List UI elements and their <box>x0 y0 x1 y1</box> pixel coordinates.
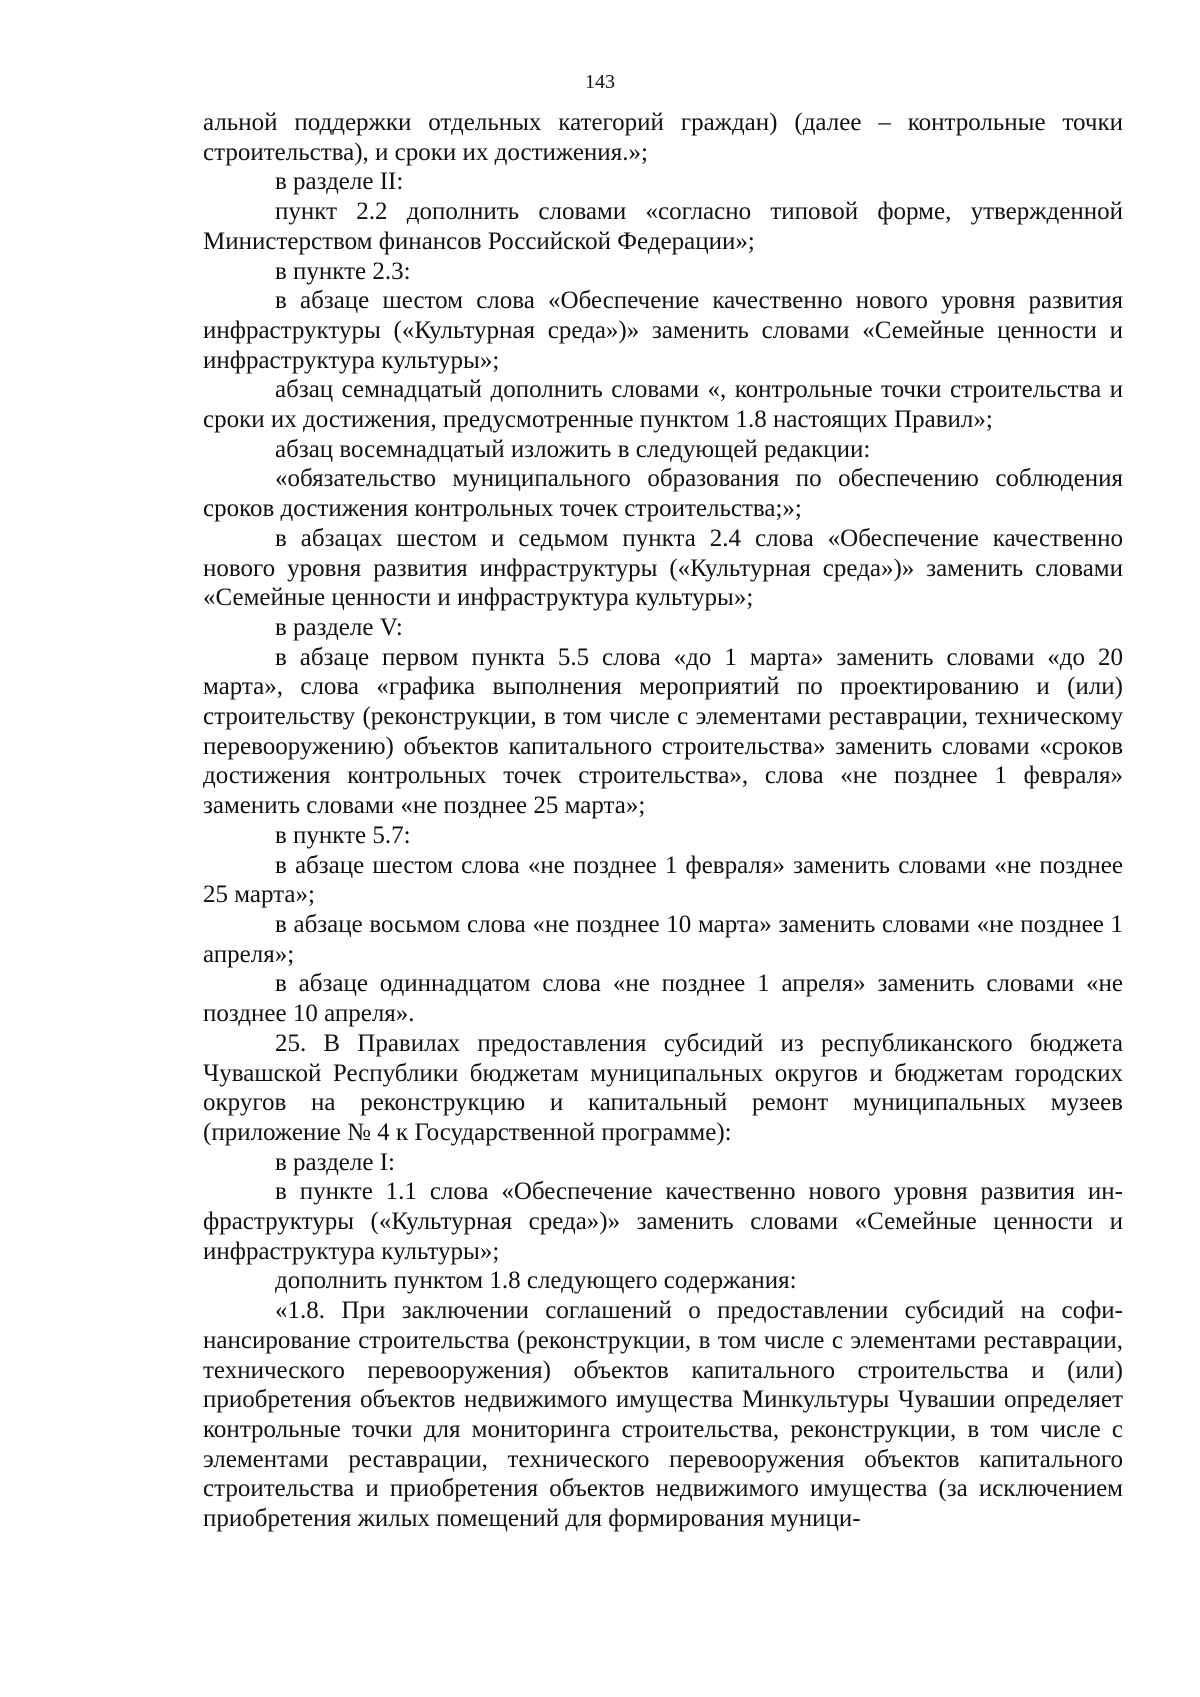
paragraph: абзац семнадцатый дополнить словами «, контрольные точки строительства и сроки их достижения, предусмотренные пунктом 1.8 настоящих Правил»; <box>203 376 1123 434</box>
paragraph: в абзаце шестом слова «Обеспечение качественно нового уровня развития инфраструктуры («Культурная среда»)» заменить словами «Семейные ценности и инфраструктура культуры»; <box>203 287 1123 374</box>
paragraph: в разделе I: <box>275 1148 395 1176</box>
paragraph: в абзаце одиннадцатом слова «не позднее 1 апреля» заменить словами «не позднее 10 апреля». <box>203 970 1123 1028</box>
paragraph: альной поддержки отдельных категорий граждан) (далее – контрольные точки строительства), и сроки их достижения.»; <box>203 109 1123 166</box>
paragraph: в абзацах шестом и седьмом пункта 2.4 слова «Обеспечение качественно нового уровня развития инфраструктуры («Культурная среда»)» заменить словами «Семейные ценности и инфраструктура культуры»; <box>203 524 1123 612</box>
page-number: 143 <box>585 71 615 93</box>
paragraph: абзац восемнадцатый изложить в следующей редакции: <box>275 435 871 463</box>
paragraph: дополнить пунктом 1.8 следующего содержания: <box>275 1267 797 1295</box>
paragraph: «обязательство муниципального образования по обеспечению соблюдения сроков достижения контрольных точек строительства;»; <box>203 465 1123 523</box>
paragraph: в пункте 5.7: <box>275 821 411 849</box>
document-body <box>203 108 1123 1534</box>
paragraph: «1.8. При заключении соглашений о предоставлении субсидий на софинансирование строительства (реконструкции, в том числе с элементами реставрации, технического перевооружения) объектов капитального строительства и (или) приобретения объектов недвижимого имущества Минкультуры Чувашии определяет контрольные точки для мониторинга строительства, реконструкции, в том числе с элементами реставрации, технического перевооружения объектов капитального строительства и приобретения объектов недвижимого имущества (за исключением приобретения жилых помещений для формирования муници- <box>203 1297 1123 1533</box>
paragraph: в абзаце первом пункта 5.5 слова «до 1 марта» заменить словами «до 20 марта», слова «графика выполнения мероприятий по проектированию и (или) строительству (реконструкции, в том числе с элементами реставрации, техническому перевооружению) объектов капитального строительства» заменить словами «сроков достижения контрольных точек строительства», слова «не позднее 1 февраля» заменить словами «не позднее 25 марта»; <box>203 643 1123 820</box>
paragraph: в пункте 1.1 слова «Обеспечение качественно нового уровня развития инфраструктуры («Культурная среда»)» заменить словами «Семейные ценности и инфраструктура культуры»; <box>203 1178 1123 1265</box>
paragraph: в пункте 2.3: <box>275 257 411 285</box>
paragraph: пункт 2.2 дополнить словами «согласно типовой форме, утвержденной Министерством финансов Российской Федерации»; <box>203 198 1123 255</box>
paragraph: в разделе II: <box>275 168 404 196</box>
paragraph: в абзаце шестом слова «не позднее 1 февраля» заменить словами «не позднее 25 марта»; <box>203 851 1123 909</box>
paragraph: 25. В Правилах предоставления субсидий из республиканского бюджета Чувашской Республики бюджетам муниципальных округов и бюджетам городских округов на реконструкцию и капитальный ремонт муниципальных музеев (приложение № 4 к Государственной программе): <box>203 1029 1123 1146</box>
paragraph: в абзаце восьмом слова «не позднее 10 марта» заменить словами «не позднее 1 апреля»; <box>203 910 1123 968</box>
paragraph: в разделе V: <box>275 613 403 641</box>
